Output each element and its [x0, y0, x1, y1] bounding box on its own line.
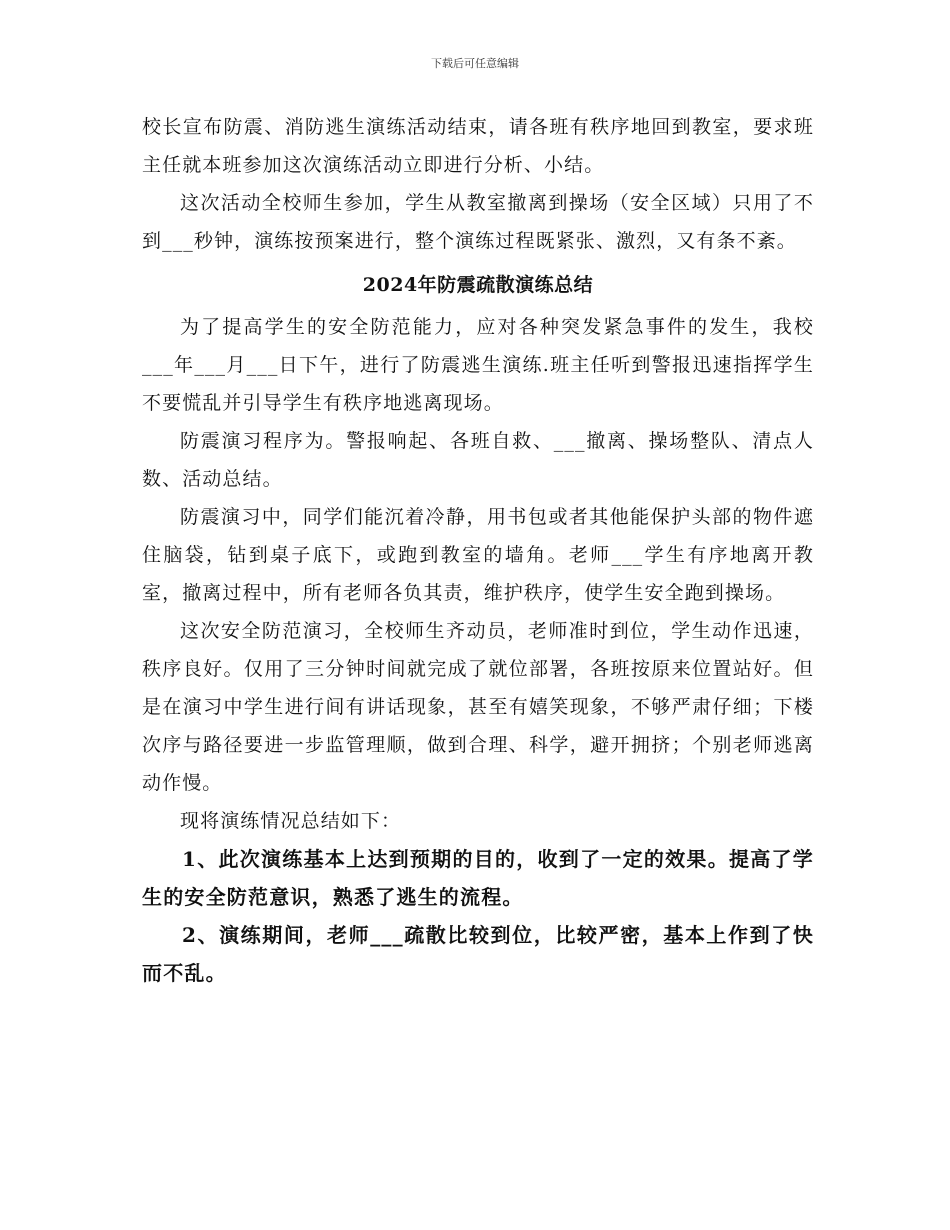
paragraph: 现将演练情况总结如下： [180, 810, 402, 832]
paragraph: 这次安全防范演习，全校师生齐动员，老师准时到位，学生动作迅速，秩序良好。仅用了三分钟时间就完成了就位部署，各班按原来位置站好。但是在演习中学生进行间有讲话现象，甚至有嬉笑现象，不够严肃仔细；下楼次序与路径要进一步监管理顺，做到合理、科学，避开拥挤；个别老师逃离动作慢。 [142, 620, 814, 794]
summary-point: 1、此次演练基本上达到预期的目的，收到了一定的效果。提高了学生的安全防范意识，熟悉了逃生的流程。 [142, 847, 814, 909]
page-header: 下载后可任意编辑 [431, 57, 519, 70]
paragraph: 这次活动全校师生参加，学生从教室撤离到操场（安全区域）只用了不到___秒钟，演练按预案进行，整个演练过程既紧张、激烈，又有条不紊。 [142, 192, 814, 252]
section-title: 2024年防震疏散演练总结 [362, 274, 594, 296]
paragraph: 为了提高学生的安全防范能力，应对各种突发紧急事件的发生，我校___年___月___日下午，进行了防震逃生演练.班主任听到警报迅速指挥学生不要慌乱并引导学生有秩序地逃离现场。 [142, 316, 814, 414]
document-body [142, 108, 814, 992]
paragraph: 校长宣布防震、消防逃生演练活动结束，请各班有秩序地回到教室，要求班主任就本班参加这次演练活动立即进行分析、小结。 [142, 116, 814, 176]
summary-point: 2、演练期间，老师___疏散比较到位，比较严密，基本上作到了快而不乱。 [142, 923, 814, 985]
paragraph: 防震演习中，同学们能沉着冷静，用书包或者其他能保护头部的物件遮住脑袋，钻到桌子底下，或跑到教室的墙角。老师___学生有序地离开教室，撤离过程中，所有老师各负其责，维护秩序，使学生安全跑到操场。 [142, 506, 814, 604]
paragraph: 防震演习程序为。警报响起、各班自救、___撤离、操场整队、清点人数、活动总结。 [142, 430, 814, 490]
